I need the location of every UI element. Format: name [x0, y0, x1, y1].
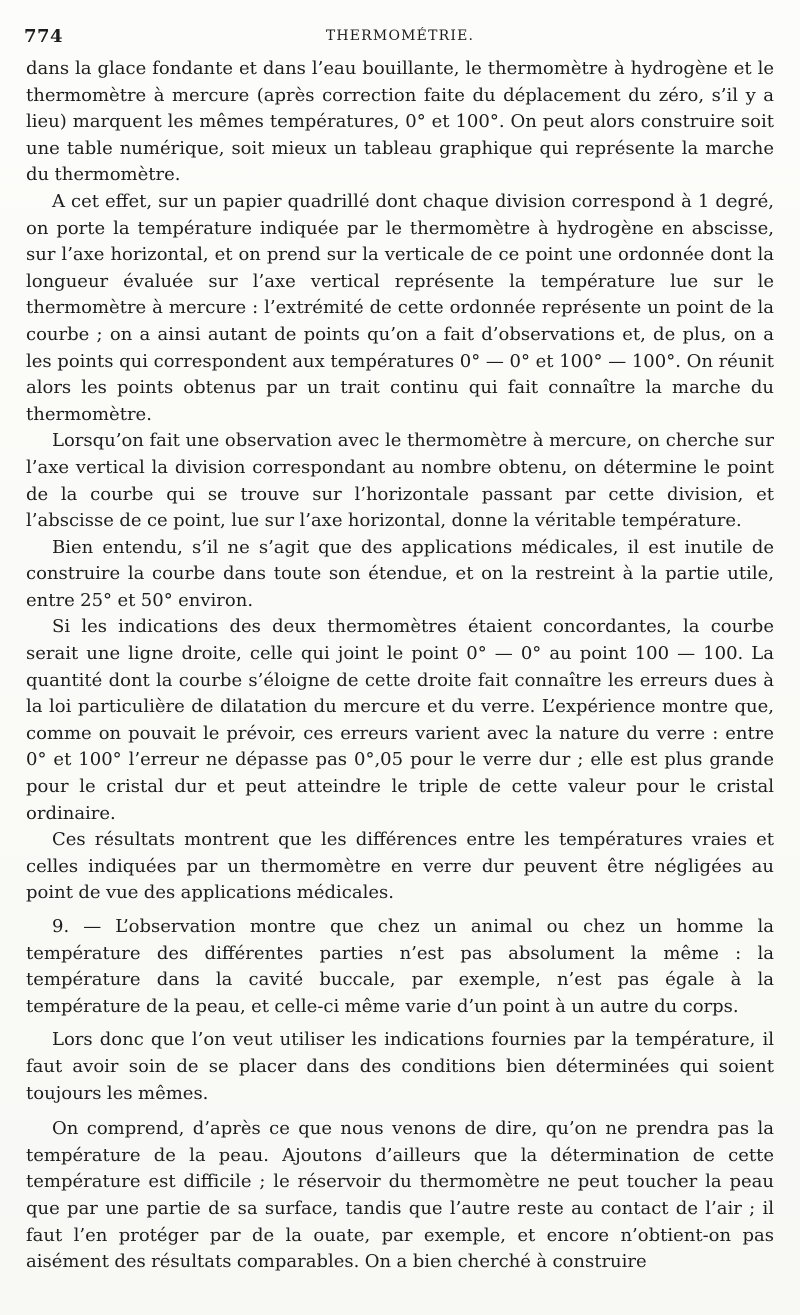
paragraph-results: Ces résultats montrent que les différences entre les températures vraies et celles indiquées par un thermomètre en verre dur peuvent être négligées au point de vue des applications médicales. [26, 829, 774, 904]
page-number: 774 [24, 26, 64, 47]
paragraph-conditions: Lors donc que l’on veut utiliser les indications fournies par la température, il faut avoir soin de se placer dans des conditions bien déterminées qui soient toujours les mêmes. [26, 1029, 774, 1104]
paragraph-reading-procedure: Lorsqu’on fait une observation avec le thermomètre à mercure, on cherche sur l’axe vertical la division correspondant au nombre obtenu, on détermine le point de la courbe qui se trouve sur l’horizontale passant par cette division, et l’abscisse de ce point, lue sur l’axe horizontal, donne la véritable température. [26, 430, 774, 532]
paragraph-medical-range: Bien entendu, s’il ne s’agit que des applications médicales, il est inutile de construire la courbe dans toute son étendue, et on la restreint à la partie utile, entre 25° et 50° environ. [26, 536, 774, 611]
paragraph-continuation: dans la glace fondante et dans l’eau bouillante, le thermomètre à hydrogène et le thermomètre à mercure (après correction faite du déplacement du zéro, s’il y a lieu) marquent les mêmes températures, 0° et 100°. On peut alors construire soit une table numérique, soit mieux un tableau graphique qui représente la marche du thermomètre. [26, 58, 774, 186]
page-header [16, 26, 784, 56]
paragraph-concordance: Si les indications des deux thermomètres étaient concordantes, la courbe serait une ligne droite, celle qui joint le point 0° — 0° au point 100 — 100. La quantité dont la courbe s’éloigne de cette droite fait connaître les erreurs dues à la loi particulière de dilatation du mercure et du verre. L’expérience montre que, comme on pouvait le prévoir, ces erreurs varient avec la nature du verre : entre 0° et 100° l’erreur ne dépasse pas 0°,05 pour le verre dur ; elle est plus grande pour le cristal dur et peut atteindre le triple de cette valeur pour le cristal ordinaire. [26, 616, 774, 824]
running-title: THERMOMÉTRIE. [325, 28, 475, 44]
paragraph-skin-temperature: On comprend, d’après ce que nous venons de dire, qu’on ne prendra pas la température de la peau. Ajoutons d’ailleurs que la détermination de cette température est difficile ; le réservoir du thermomètre ne peut toucher la peau que par une partie de sa surface, tandis que l’autre reste au contact de l’air ; il faut l’en protéger par de la ouate, par exemple, et encore n’obtient-on pas aisément des résultats comparables. On a bien cherché à construire [26, 1118, 774, 1273]
body-text [26, 56, 774, 1276]
paragraph-graph-construction: A cet effet, sur un papier quadrillé dont chaque division correspond à 1 degré, on porte la température indiquée par le thermomètre à hydrogène en abscisse, sur l’axe horizontal, et on prend sur la verticale de ce point une ordonnée dont la longueur évaluée sur l’axe vertical représente la température lue sur le thermomètre à mercure : l’extrémité de cette ordonnée représente un point de la courbe ; on a ainsi autant de points qu’on a fait d’observations et, de plus, on a les points qui correspondent aux températures 0° — 0° et 100° — 100°. On réunit alors les points obtenus par un trait continu qui fait connaître la marche du thermomètre. [26, 190, 774, 425]
paragraph-section-9: 9. — L’observation montre que chez un animal ou chez un homme la température des différentes parties n’est pas absolument la même : la température dans la cavité buccale, par exemple, n’est pas égale à la température de la peau, et celle-ci même varie d’un point à un autre du corps. [26, 916, 774, 1017]
